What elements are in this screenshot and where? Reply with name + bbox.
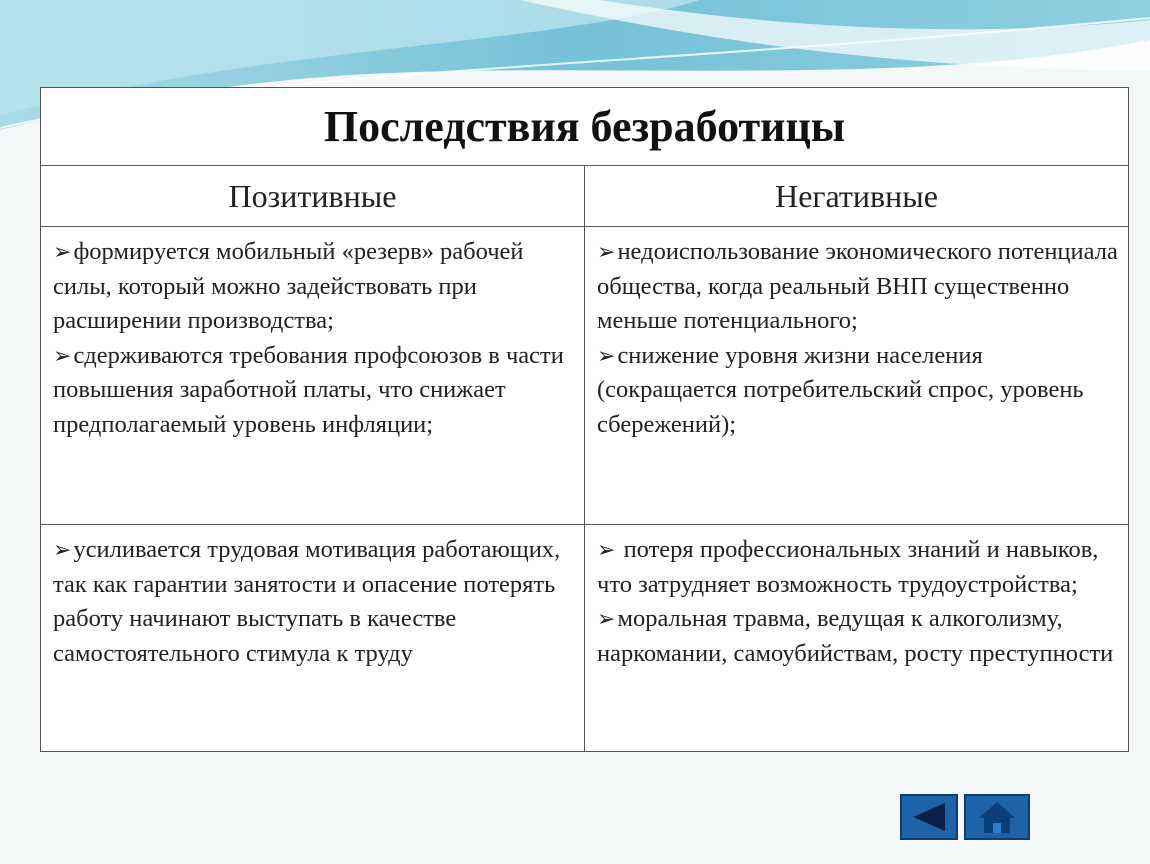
arrow-bullet-icon: ➢ <box>597 239 616 264</box>
arrow-bullet-icon: ➢ <box>597 537 616 562</box>
list-item: ➢усиливается трудовая мотивация работающих, так как гарантии занятости и опасение потерять работу начинают выступать в качестве самостоятельного стимула к труду <box>53 536 561 667</box>
back-button[interactable] <box>900 794 958 840</box>
list-item: ➢формируется мобильный «резерв» рабочей силы, который можно задействовать при расширении производства; <box>53 238 524 334</box>
negative-cell-1 <box>585 227 1129 525</box>
arrow-bullet-icon: ➢ <box>53 537 72 562</box>
arrow-bullet-icon: ➢ <box>53 239 72 264</box>
home-button[interactable] <box>964 794 1030 840</box>
column-header-negative: Негативные <box>585 166 1129 227</box>
arrow-bullet-icon: ➢ <box>597 606 616 631</box>
home-icon <box>975 799 1019 835</box>
list-item: ➢недоиспользование экономического потенциала общества, когда реальный ВНП существенно меньше потенциального; <box>597 238 1118 334</box>
list-item: ➢ потеря профессиональных знаний и навыков, что затрудняет возможность трудоустройства; <box>597 536 1099 598</box>
column-header-positive: Позитивные <box>41 166 585 227</box>
positive-cell-2 <box>41 525 585 752</box>
list-item: ➢сдерживаются требования профсоюзов в части повышения заработной платы, что снижает предполагаемый уровень инфляции; <box>53 341 564 438</box>
list-item: ➢снижение уровня жизни населения (сокращается потребительский спрос, уровень сбережений); <box>597 341 1084 438</box>
arrow-bullet-icon: ➢ <box>53 342 72 368</box>
list-item: ➢моральная травма, ведущая к алкоголизму, наркомании, самоубийствам, росту преступности <box>597 605 1114 667</box>
negative-cell-2 <box>585 525 1129 752</box>
positive-cell-1 <box>41 227 585 525</box>
triangle-left-icon <box>909 801 949 833</box>
table-title: Последствия безработицы <box>41 88 1129 166</box>
arrow-bullet-icon: ➢ <box>597 342 616 368</box>
consequences-table <box>40 87 1129 752</box>
